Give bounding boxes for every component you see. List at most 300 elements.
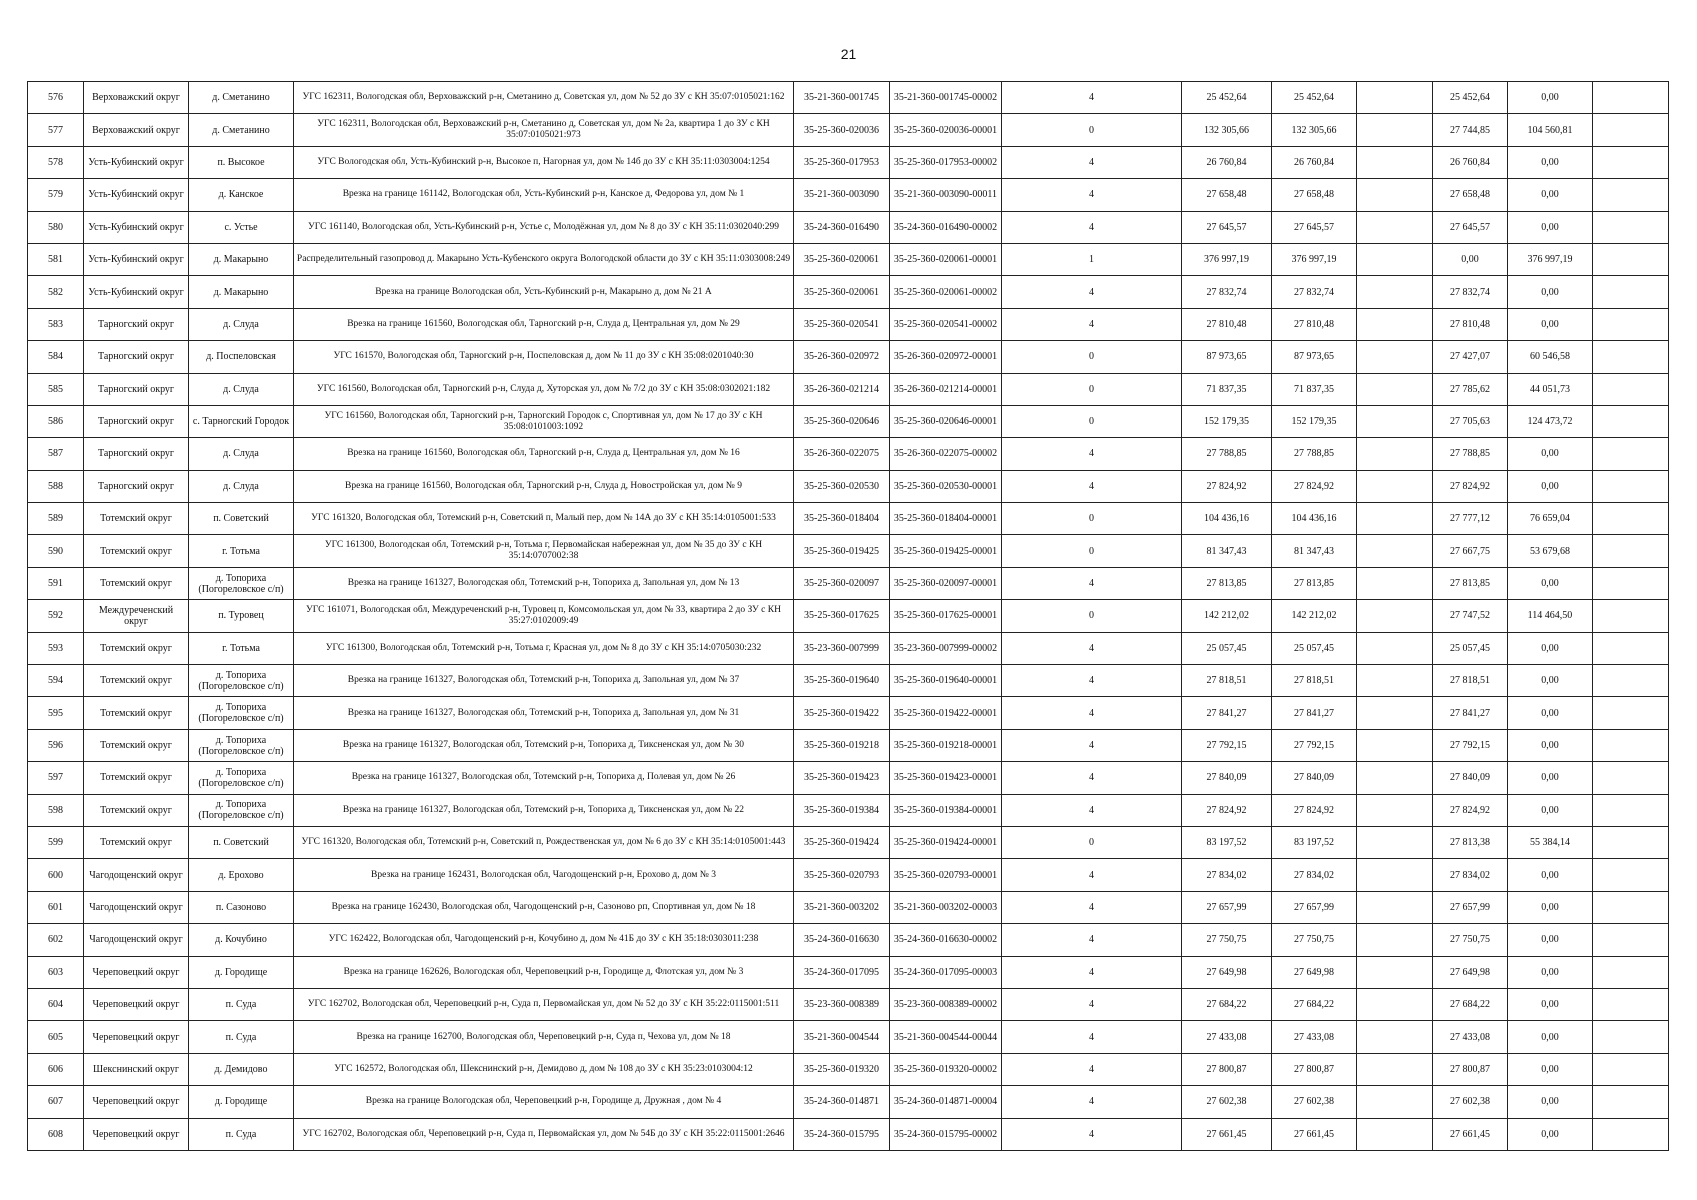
row-number-cell: 578 [28,146,84,178]
total-cost-cell: 27 813,85 [1182,567,1272,599]
remainder-cell: 0,00 [1508,891,1593,923]
table-row [28,179,1669,211]
locality-cell: г. Тотьма [189,632,294,664]
connection-code-cell: 35-24-360-016630-00002 [890,924,1002,956]
district-cell: Шекснинский округ [84,1053,189,1085]
total-cost-cell: 27 661,45 [1182,1118,1272,1150]
total-cost-cell: 27 834,02 [1182,859,1272,891]
total-cost-cell: 152 179,35 [1182,405,1272,437]
locality-cell: д. Канское [189,179,294,211]
category-cell: 4 [1002,1086,1182,1118]
address-cell: Врезка на границе 161327, Вологодская обл, Тотемский р-н, Топориха д, Запольная ул, дом № 31 [294,697,794,729]
row-number-cell: 579 [28,179,84,211]
connection-code-cell: 35-24-360-014871-00004 [890,1086,1002,1118]
remainder-cell: 0,00 [1508,179,1593,211]
locality-cell: д. Поспеловская [189,341,294,373]
category-cell: 0 [1002,535,1182,567]
address-cell: УГС 161300, Вологодская обл, Тотемский р-н, Тотьма г, Красная ул, дом № 8 до ЗУ с КН 35:14:0705030:232 [294,632,794,664]
connection-code-cell: 35-26-360-020972-00001 [890,341,1002,373]
district-cell: Череповецкий округ [84,1021,189,1053]
category-cell: 4 [1002,1118,1182,1150]
table-row [28,1021,1669,1053]
connection-code-cell: 35-21-360-003090-00011 [890,179,1002,211]
extra-cell [1593,988,1669,1020]
row-number-cell: 586 [28,405,84,437]
category-cell: 4 [1002,891,1182,923]
remainder-cell: 0,00 [1508,308,1593,340]
remainder-cell: 0,00 [1508,729,1593,761]
category-cell: 4 [1002,308,1182,340]
locality-cell: д. Макарыно [189,243,294,275]
total-cost-cell: 27 824,92 [1182,794,1272,826]
locality-cell: п. Суда [189,1118,294,1150]
locality-cell: д. Демидово [189,1053,294,1085]
district-cell: Череповецкий округ [84,988,189,1020]
remainder-cell: 114 464,50 [1508,600,1593,632]
empty-cell [1357,341,1433,373]
category-cell: 0 [1002,114,1182,146]
cost-cell: 25 452,64 [1272,82,1357,114]
remainder-cell: 0,00 [1508,1118,1593,1150]
cost-cell: 27 649,98 [1272,956,1357,988]
row-number-cell: 606 [28,1053,84,1085]
extra-cell [1593,373,1669,405]
table-row [28,535,1669,567]
remainder-cell: 0,00 [1508,632,1593,664]
district-cell: Тарногский округ [84,405,189,437]
locality-cell: п. Суда [189,1021,294,1053]
object-code-cell: 35-21-360-001745 [794,82,890,114]
connection-code-cell: 35-26-360-022075-00002 [890,438,1002,470]
table-row [28,600,1669,632]
table-row [28,859,1669,891]
fee-cell: 27 824,92 [1433,470,1508,502]
connection-code-cell: 35-25-360-020061-00002 [890,276,1002,308]
address-cell: Врезка на границе 161560, Вологодская обл, Тарногский р-н, Слуда д, Центральная ул, дом № 29 [294,308,794,340]
total-cost-cell: 27 824,92 [1182,470,1272,502]
cost-cell: 27 788,85 [1272,438,1357,470]
district-cell: Усть-Кубинский округ [84,179,189,211]
total-cost-cell: 27 800,87 [1182,1053,1272,1085]
connection-code-cell: 35-26-360-021214-00001 [890,373,1002,405]
row-number-cell: 602 [28,924,84,956]
row-number-cell: 600 [28,859,84,891]
cost-cell: 27 840,09 [1272,762,1357,794]
category-cell: 4 [1002,276,1182,308]
total-cost-cell: 81 347,43 [1182,535,1272,567]
total-cost-cell: 71 837,35 [1182,373,1272,405]
district-cell: Усть-Кубинский округ [84,146,189,178]
fee-cell: 0,00 [1433,243,1508,275]
total-cost-cell: 27 658,48 [1182,179,1272,211]
cost-cell: 26 760,84 [1272,146,1357,178]
empty-cell [1357,729,1433,761]
fee-cell: 27 813,85 [1433,567,1508,599]
district-cell: Чагодощенский округ [84,924,189,956]
cost-cell: 27 645,57 [1272,211,1357,243]
district-cell: Тарногский округ [84,341,189,373]
extra-cell [1593,114,1669,146]
remainder-cell: 104 560,81 [1508,114,1593,146]
empty-cell [1357,405,1433,437]
remainder-cell: 0,00 [1508,1086,1593,1118]
object-code-cell: 35-25-360-019423 [794,762,890,794]
district-cell: Тарногский округ [84,438,189,470]
connection-code-cell: 35-21-360-003202-00003 [890,891,1002,923]
connection-code-cell: 35-25-360-020793-00001 [890,859,1002,891]
category-cell: 0 [1002,600,1182,632]
fee-cell: 27 747,52 [1433,600,1508,632]
extra-cell [1593,600,1669,632]
table-body [28,82,1669,1151]
address-cell: УГС 162702, Вологодская обл, Череповецкий р-н, Суда п, Первомайская ул, дом № 52 до ЗУ с КН 35:22:0115001:511 [294,988,794,1020]
connection-code-cell: 35-23-360-008389-00002 [890,988,1002,1020]
extra-cell [1593,276,1669,308]
empty-cell [1357,600,1433,632]
empty-cell [1357,956,1433,988]
category-cell: 4 [1002,762,1182,794]
cost-cell: 104 436,16 [1272,503,1357,535]
object-code-cell: 35-25-360-017953 [794,146,890,178]
empty-cell [1357,276,1433,308]
district-cell: Тарногский округ [84,470,189,502]
total-cost-cell: 27 818,51 [1182,665,1272,697]
empty-cell [1357,632,1433,664]
fee-cell: 27 792,15 [1433,729,1508,761]
remainder-cell: 0,00 [1508,276,1593,308]
table-row [28,697,1669,729]
fee-cell: 27 649,98 [1433,956,1508,988]
table-row [28,956,1669,988]
locality-cell: д. Топориха (Погореловское с/п) [189,665,294,697]
total-cost-cell: 27 657,99 [1182,891,1272,923]
object-code-cell: 35-25-360-020541 [794,308,890,340]
total-cost-cell: 83 197,52 [1182,826,1272,858]
total-cost-cell: 27 788,85 [1182,438,1272,470]
total-cost-cell: 27 750,75 [1182,924,1272,956]
district-cell: Тотемский округ [84,826,189,858]
total-cost-cell: 27 649,98 [1182,956,1272,988]
locality-cell: п. Высокое [189,146,294,178]
fee-cell: 27 657,99 [1433,891,1508,923]
table-row [28,211,1669,243]
row-number-cell: 585 [28,373,84,405]
extra-cell [1593,859,1669,891]
remainder-cell: 0,00 [1508,794,1593,826]
district-cell: Тотемский округ [84,665,189,697]
cost-cell: 71 837,35 [1272,373,1357,405]
table-row [28,632,1669,664]
cost-cell: 87 973,65 [1272,341,1357,373]
cost-cell: 27 824,92 [1272,794,1357,826]
extra-cell [1593,535,1669,567]
extra-cell [1593,470,1669,502]
address-cell: УГС Вологодская обл, Усть-Кубинский р-н, Высокое п, Нагорная ул, дом № 14б до ЗУ с КН 35:11:0303004:1254 [294,146,794,178]
object-code-cell: 35-25-360-020530 [794,470,890,502]
address-cell: УГС 161320, Вологодская обл, Тотемский р-н, Советский п, Рождественская ул, дом № 6 до ЗУ с КН 35:14:0105001:443 [294,826,794,858]
connection-code-cell: 35-25-360-020646-00001 [890,405,1002,437]
object-code-cell: 35-25-360-019320 [794,1053,890,1085]
connection-code-cell: 35-25-360-020541-00002 [890,308,1002,340]
district-cell: Тарногский округ [84,308,189,340]
cost-cell: 27 818,51 [1272,665,1357,697]
table-row [28,470,1669,502]
fee-cell: 27 800,87 [1433,1053,1508,1085]
empty-cell [1357,82,1433,114]
connection-code-cell: 35-25-360-020061-00001 [890,243,1002,275]
object-code-cell: 35-21-360-003090 [794,179,890,211]
fee-cell: 27 818,51 [1433,665,1508,697]
connection-code-cell: 35-25-360-019384-00001 [890,794,1002,826]
total-cost-cell: 27 433,08 [1182,1021,1272,1053]
address-cell: Врезка на границе 162700, Вологодская обл, Череповецкий р-н, Суда п, Чехова ул, дом № 18 [294,1021,794,1053]
connection-code-cell: 35-25-360-020097-00001 [890,567,1002,599]
table-row [28,438,1669,470]
fee-cell: 26 760,84 [1433,146,1508,178]
total-cost-cell: 27 841,27 [1182,697,1272,729]
category-cell: 4 [1002,956,1182,988]
address-cell: Врезка на границе 161327, Вологодская обл, Тотемский р-н, Топориха д, Полевая ул, дом № 26 [294,762,794,794]
empty-cell [1357,373,1433,405]
table-row [28,405,1669,437]
object-code-cell: 35-25-360-020061 [794,276,890,308]
locality-cell: п. Советский [189,826,294,858]
empty-cell [1357,1053,1433,1085]
locality-cell: с. Тарногский Городок [189,405,294,437]
cost-cell: 27 810,48 [1272,308,1357,340]
extra-cell [1593,665,1669,697]
total-cost-cell: 25 057,45 [1182,632,1272,664]
empty-cell [1357,567,1433,599]
district-cell: Верховажский округ [84,114,189,146]
object-code-cell: 35-21-360-003202 [794,891,890,923]
row-number-cell: 587 [28,438,84,470]
fee-cell: 27 824,92 [1433,794,1508,826]
cost-cell: 81 347,43 [1272,535,1357,567]
row-number-cell: 599 [28,826,84,858]
category-cell: 4 [1002,438,1182,470]
row-number-cell: 601 [28,891,84,923]
object-code-cell: 35-24-360-016630 [794,924,890,956]
fee-cell: 27 667,75 [1433,535,1508,567]
row-number-cell: 582 [28,276,84,308]
object-code-cell: 35-26-360-022075 [794,438,890,470]
fee-cell: 27 645,57 [1433,211,1508,243]
connection-code-cell: 35-25-360-019424-00001 [890,826,1002,858]
empty-cell [1357,924,1433,956]
remainder-cell: 0,00 [1508,762,1593,794]
remainder-cell: 76 659,04 [1508,503,1593,535]
cost-cell: 27 661,45 [1272,1118,1357,1150]
extra-cell [1593,826,1669,858]
category-cell: 4 [1002,632,1182,664]
table-row [28,308,1669,340]
remainder-cell: 0,00 [1508,470,1593,502]
address-cell: Врезка на границе Вологодская обл, Усть-Кубинский р-н, Макарыно д, дом № 21 А [294,276,794,308]
district-cell: Череповецкий округ [84,1118,189,1150]
row-number-cell: 593 [28,632,84,664]
district-cell: Тотемский округ [84,567,189,599]
connection-code-cell: 35-25-360-018404-00001 [890,503,1002,535]
table-row [28,665,1669,697]
district-cell: Череповецкий округ [84,956,189,988]
table-row [28,243,1669,275]
object-code-cell: 35-25-360-019425 [794,535,890,567]
address-cell: УГС 162702, Вологодская обл, Череповецкий р-н, Суда п, Первомайская ул, дом № 54Б до ЗУ с КН 35:22:0115001:2646 [294,1118,794,1150]
address-cell: Врезка на границе 161560, Вологодская обл, Тарногский р-н, Слуда д, Новостройская ул, дом № 9 [294,470,794,502]
table-row [28,341,1669,373]
cost-cell: 376 997,19 [1272,243,1357,275]
cost-cell: 27 824,92 [1272,470,1357,502]
empty-cell [1357,535,1433,567]
locality-cell: д. Топориха (Погореловское с/п) [189,729,294,761]
address-cell: Врезка на границе 161327, Вологодская обл, Тотемский р-н, Топориха д, Тиксненская ул, дом № 22 [294,794,794,826]
total-cost-cell: 27 645,57 [1182,211,1272,243]
connection-code-cell: 35-25-360-017953-00002 [890,146,1002,178]
remainder-cell: 0,00 [1508,988,1593,1020]
remainder-cell: 376 997,19 [1508,243,1593,275]
connection-code-cell: 35-24-360-016490-00002 [890,211,1002,243]
category-cell: 4 [1002,794,1182,826]
connection-code-cell: 35-21-360-001745-00002 [890,82,1002,114]
row-number-cell: 590 [28,535,84,567]
object-code-cell: 35-24-360-017095 [794,956,890,988]
extra-cell [1593,1118,1669,1150]
district-cell: Тотемский округ [84,503,189,535]
fee-cell: 27 427,07 [1433,341,1508,373]
row-number-cell: 595 [28,697,84,729]
object-code-cell: 35-24-360-015795 [794,1118,890,1150]
connection-code-cell: 35-25-360-019320-00002 [890,1053,1002,1085]
connection-code-cell: 35-23-360-007999-00002 [890,632,1002,664]
address-cell: Врезка на границе 161327, Вологодская обл, Тотемский р-н, Топориха д, Тиксненская ул, дом № 30 [294,729,794,761]
cost-cell: 27 813,85 [1272,567,1357,599]
fee-cell: 27 788,85 [1433,438,1508,470]
extra-cell [1593,1021,1669,1053]
locality-cell: д. Топориха (Погореловское с/п) [189,762,294,794]
total-cost-cell: 104 436,16 [1182,503,1272,535]
connection-code-cell: 35-25-360-019218-00001 [890,729,1002,761]
address-cell: УГС 161560, Вологодская обл, Тарногский р-н, Слуда д, Хуторская ул, дом № 7/2 до ЗУ с КН 35:08:0302021:182 [294,373,794,405]
locality-cell: п. Советский [189,503,294,535]
remainder-cell: 0,00 [1508,567,1593,599]
address-cell: Врезка на границе 161560, Вологодская обл, Тарногский р-н, Слуда д, Центральная ул, дом № 16 [294,438,794,470]
object-code-cell: 35-21-360-004544 [794,1021,890,1053]
cost-cell: 27 841,27 [1272,697,1357,729]
cost-cell: 27 657,99 [1272,891,1357,923]
category-cell: 4 [1002,1053,1182,1085]
object-code-cell: 35-24-360-014871 [794,1086,890,1118]
locality-cell: д. Сметанино [189,114,294,146]
extra-cell [1593,503,1669,535]
remainder-cell: 55 384,14 [1508,826,1593,858]
district-cell: Тотемский округ [84,535,189,567]
total-cost-cell: 376 997,19 [1182,243,1272,275]
extra-cell [1593,891,1669,923]
fee-cell: 27 813,38 [1433,826,1508,858]
address-cell: УГС 161071, Вологодская обл, Междуреченский р-н, Туровец п, Комсомольская ул, дом № 33, квартира 2 до ЗУ с КН 35:27:0102009:49 [294,600,794,632]
district-cell: Усть-Кубинский округ [84,243,189,275]
fee-cell: 27 834,02 [1433,859,1508,891]
cost-cell: 27 792,15 [1272,729,1357,761]
object-code-cell: 35-25-360-017625 [794,600,890,632]
empty-cell [1357,438,1433,470]
category-cell: 4 [1002,82,1182,114]
address-cell: Врезка на границе 161327, Вологодская обл, Тотемский р-н, Топориха д, Запольная ул, дом № 37 [294,665,794,697]
table-row [28,146,1669,178]
fee-cell: 27 602,38 [1433,1086,1508,1118]
page-number: 21 [840,46,857,62]
extra-cell [1593,567,1669,599]
district-cell: Тотемский округ [84,762,189,794]
connection-code-cell: 35-25-360-017625-00001 [890,600,1002,632]
cost-cell: 27 750,75 [1272,924,1357,956]
extra-cell [1593,405,1669,437]
address-cell: УГС 162572, Вологодская обл, Шекснинский р-н, Демидово д, дом № 108 до ЗУ с КН 35:23:0103004:12 [294,1053,794,1085]
locality-cell: д. Городище [189,956,294,988]
empty-cell [1357,1118,1433,1150]
total-cost-cell: 25 452,64 [1182,82,1272,114]
row-number-cell: 598 [28,794,84,826]
address-cell: Распределительный газопровод д. Макарыно Усть-Кубенского округа Вологодской области до ЗУ с КН 35:11:0303008:249 [294,243,794,275]
district-cell: Чагодощенский округ [84,859,189,891]
gas-connection-table [27,81,1669,1151]
category-cell: 0 [1002,826,1182,858]
connection-code-cell: 35-21-360-004544-00044 [890,1021,1002,1053]
object-code-cell: 35-25-360-019422 [794,697,890,729]
object-code-cell: 35-26-360-021214 [794,373,890,405]
object-code-cell: 35-25-360-020061 [794,243,890,275]
extra-cell [1593,438,1669,470]
cost-cell: 27 433,08 [1272,1021,1357,1053]
fee-cell: 25 452,64 [1433,82,1508,114]
extra-cell [1593,632,1669,664]
empty-cell [1357,697,1433,729]
locality-cell: п. Суда [189,988,294,1020]
empty-cell [1357,891,1433,923]
object-code-cell: 35-25-360-019424 [794,826,890,858]
table-row [28,762,1669,794]
category-cell: 0 [1002,503,1182,535]
row-number-cell: 577 [28,114,84,146]
empty-cell [1357,1021,1433,1053]
locality-cell: д. Топориха (Погореловское с/п) [189,697,294,729]
locality-cell: д. Макарыно [189,276,294,308]
category-cell: 4 [1002,697,1182,729]
remainder-cell: 60 546,58 [1508,341,1593,373]
connection-code-cell: 35-24-360-017095-00003 [890,956,1002,988]
empty-cell [1357,826,1433,858]
object-code-cell: 35-25-360-018404 [794,503,890,535]
table-row [28,82,1669,114]
empty-cell [1357,988,1433,1020]
locality-cell: д. Сметанино [189,82,294,114]
extra-cell [1593,179,1669,211]
district-cell: Тотемский округ [84,697,189,729]
empty-cell [1357,308,1433,340]
address-cell: УГС 162311, Вологодская обл, Верховажский р-н, Сметанино д, Советская ул, дом № 52 до ЗУ с КН 35:07:0105021:162 [294,82,794,114]
locality-cell: д. Слуда [189,470,294,502]
empty-cell [1357,859,1433,891]
district-cell: Усть-Кубинский округ [84,276,189,308]
cost-cell: 152 179,35 [1272,405,1357,437]
address-cell: УГС 161320, Вологодская обл, Тотемский р-н, Советский п, Малый пер, дом № 14А до ЗУ с КН 35:14:0105001:533 [294,503,794,535]
fee-cell: 27 785,62 [1433,373,1508,405]
fee-cell: 27 433,08 [1433,1021,1508,1053]
address-cell: УГС 162422, Вологодская обл, Чагодощенский р-н, Кочубино д, дом № 41Б до ЗУ с КН 35:18:0303011:238 [294,924,794,956]
row-number-cell: 592 [28,600,84,632]
fee-cell: 27 658,48 [1433,179,1508,211]
